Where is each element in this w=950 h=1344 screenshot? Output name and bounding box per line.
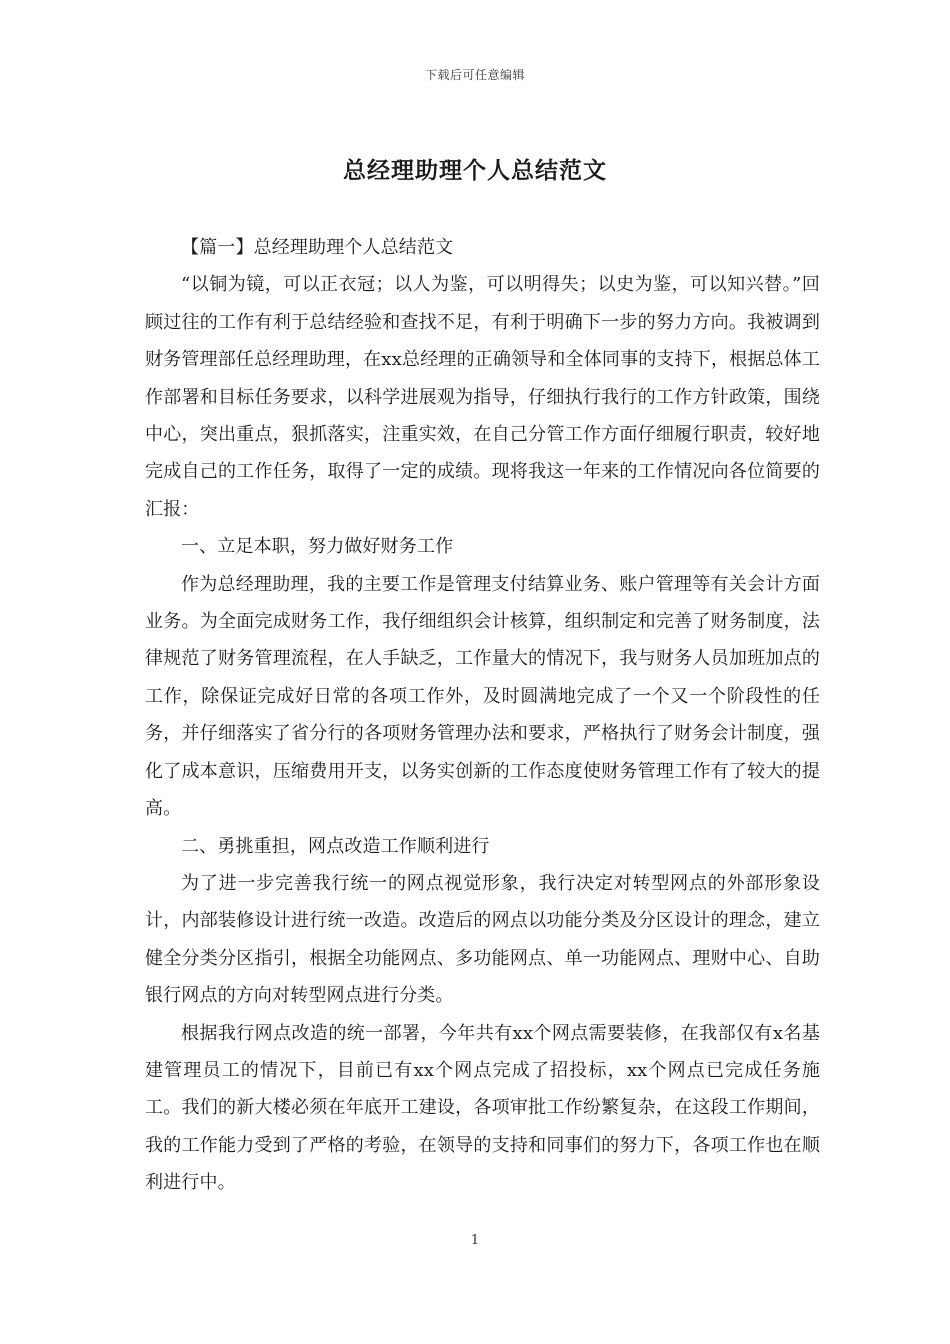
paragraph-renovation-progress: 根据我行网点改造的统一部署，今年共有xx个网点需要装修，在我部仅有x名基建管理员工的情况下，目前已有xx个网点完成了招投标，xx个网点已完成任务施工。我们的新大楼必须在年底开工建设，各项审批工作纷繁复杂，在这段工作期间，我的工作能力受到了严格的考验，在领导的支持和同事们的努力下，各项工作也在顺利进行中。 [145, 1022, 820, 1194]
section-heading-part-one: 【篇一】总经理助理个人总结范文 [181, 237, 454, 258]
paragraph-branch-design: 为了进一步完善我行统一的网点视觉形象，我行决定对转型网点的外部形象设计，内部装修设计进行统一改造。改造后的网点以功能分类及分区设计的理念，建立健全分类分区指引，根据全功能网点、多功能网点、单一功能网点、理财中心、自助银行网点的方向对转型网点进行分类。 [145, 872, 820, 1007]
section-heading-branch-renovation: 二、勇挑重担，网点改造工作顺利进行 [181, 835, 490, 857]
section-heading-finance: 一、立足本职，努力做好财务工作 [181, 536, 454, 558]
page-number: 1 [470, 1233, 480, 1248]
document-body [145, 229, 820, 1202]
paragraph-intro: “以铜为镜，可以正衣冠；以人为鉴，可以明得失；以史为鉴，可以知兴替。”回顾过往的工作有利于总结经验和查找不足，有利于明确下一步的努力方向。我被调到财务管理部任总经理助理，在xx总经理的正确领导和全体同事的支持下，根据总体工作部署和目标任务要求，以科学进展观为指导，仔细执行我行的工作方针政策，围绕中心，突出重点，狠抓落实，注重实效，在自己分管工作方面仔细履行职责，较好地完成自己的工作任务，取得了一定的成绩。现将我这一年来的工作情况向各位简要的汇报： [145, 274, 820, 520]
header-note: 下载后可任意编辑 [424, 68, 525, 82]
document-title: 总经理助理个人总结范文 [343, 157, 607, 184]
paragraph-finance-work: 作为总经理助理，我的主要工作是管理支付结算业务、账户管理等有关会计方面业务。为全面完成财务工作，我仔细组织会计核算，组织制定和完善了财务制度，法律规范了财务管理流程，在人手缺乏，工作量大的情况下，我与财务人员加班加点的工作，除保证完成好日常的各项工作外，及时圆满地完成了一个又一个阶段性的任务，并仔细落实了省分行的各项财务管理办法和要求，严格执行了财务会计制度，强化了成本意识，压缩费用开支，以务实创新的工作态度使财务管理工作有了较大的提高。 [145, 573, 820, 820]
